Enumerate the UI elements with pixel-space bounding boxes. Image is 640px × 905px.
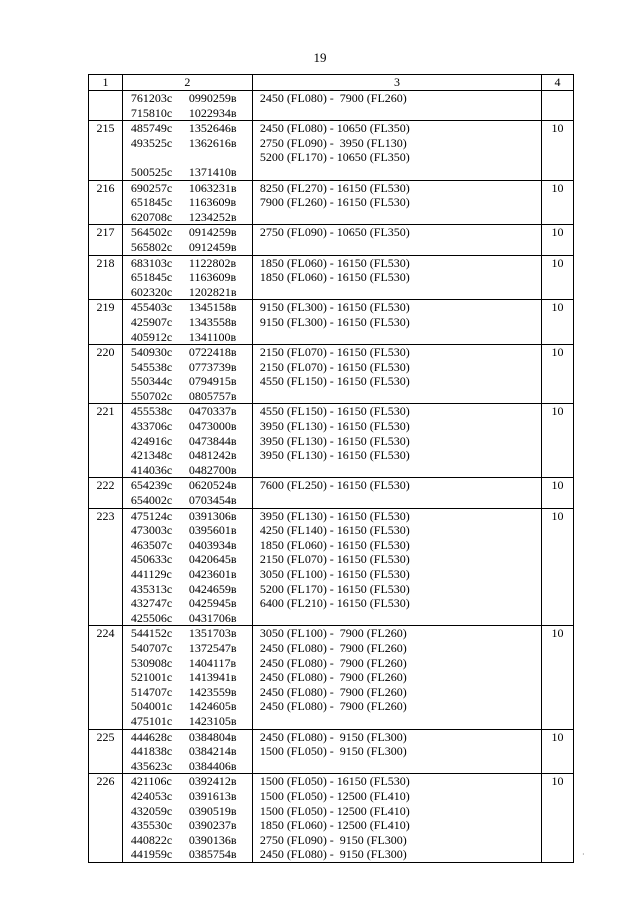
coordinates-cell [122, 91, 252, 121]
longitude: 0481242в [188, 448, 237, 463]
latitude: 530908c [130, 655, 173, 670]
longitude: 0423601в [188, 567, 237, 581]
zone-number: 226 [89, 774, 123, 863]
latitude: 550344c [130, 374, 173, 389]
column-header-3: 3 [252, 75, 541, 91]
zone-number: 219 [89, 300, 123, 345]
column-header-2: 2 [122, 75, 252, 91]
latitude: 504001c [130, 699, 173, 714]
altitude-range: 1850 (FL060) - 16150 (FL530) [259, 537, 410, 552]
coordinate-pair [131, 523, 252, 538]
coordinate-pair [131, 285, 252, 300]
longitude: 0403934в [188, 537, 237, 552]
coordinate-pair [131, 670, 252, 685]
altitude-range: 1500 (FL050) - 12500 (FL410) [259, 803, 410, 818]
altitude-range: 1500 (FL050) - 16150 (FL530) [259, 774, 410, 789]
latitude: 424916c [130, 433, 173, 448]
coordinate-pair [131, 699, 252, 714]
coordinate-pair [131, 478, 252, 493]
altitude-range-cell [252, 404, 541, 478]
latitude: 421348c [130, 448, 173, 463]
coordinate-pair [131, 210, 252, 225]
longitude: 0990259в [188, 91, 237, 105]
table-row [89, 729, 574, 774]
latitude: 651845c [130, 195, 173, 210]
coordinate-pair [131, 240, 252, 255]
altitude-range-cell [252, 478, 541, 508]
latitude: 540707c [130, 640, 173, 655]
altitude-range: 8250 (FL270) - 16150 (FL530) [259, 180, 410, 195]
longitude: 1424605в [188, 699, 237, 714]
category: 10 [542, 255, 574, 300]
coordinate-pair [131, 552, 252, 567]
coordinates-cell [122, 225, 252, 255]
altitude-range: 3950 (FL130) - 16150 (FL530) [259, 448, 410, 463]
longitude: 1351703в [188, 626, 237, 641]
zone-number: 223 [89, 508, 123, 626]
coordinate-pair [131, 656, 252, 671]
altitude-range: 2450 (FL080) - 7900 (FL260) [259, 684, 407, 699]
latitude: 620708c [130, 209, 173, 224]
altitude-range: 2450 (FL080) - 7900 (FL260) [259, 699, 407, 714]
altitude-range-cell [252, 255, 541, 300]
latitude: 654002c [130, 493, 173, 508]
altitude-range: 9150 (FL300) - 16150 (FL530) [259, 314, 410, 329]
latitude: 432059c [130, 803, 173, 818]
latitude: 544152c [130, 626, 173, 641]
longitude: 1343558в [188, 314, 237, 329]
longitude: 1413941в [188, 670, 237, 685]
latitude: 435313c [130, 581, 173, 596]
coordinate-pair [131, 847, 252, 862]
column-header-4: 4 [542, 75, 574, 91]
coordinate-pair [131, 538, 252, 553]
altitude-range: 1850 (FL060) - 16150 (FL530) [259, 255, 410, 270]
altitude-range: 1500 (FL050) - 9150 (FL300) [259, 744, 407, 759]
coordinate-pair [131, 256, 252, 271]
coordinate-pair [131, 121, 252, 136]
coordinate-pair [131, 165, 252, 180]
longitude: 0390519в [188, 803, 237, 818]
altitude-range: 2450 (FL080) - 7900 (FL260) [259, 91, 407, 105]
coordinates-cell [122, 508, 252, 626]
longitude: 1022934в [188, 105, 237, 120]
longitude: 0473000в [188, 419, 237, 434]
longitude: 0384406в [188, 758, 237, 773]
coordinate-pair [131, 509, 252, 524]
coordinates-cell [122, 626, 252, 729]
coordinate-pair [131, 360, 252, 375]
longitude: 1341100в [188, 329, 237, 344]
longitude: 1063231в [188, 180, 237, 195]
airspace-table [88, 74, 574, 863]
latitude: 651845c [130, 270, 173, 285]
zone-number: 221 [89, 404, 123, 478]
zone-number: 218 [89, 255, 123, 300]
altitude-range: 2450 (FL080) - 7900 (FL260) [259, 655, 407, 670]
latitude: 514707c [130, 684, 173, 699]
zone-number: 216 [89, 180, 123, 225]
altitude-range: 1850 (FL060) - 16150 (FL530) [259, 270, 410, 285]
latitude: 550702c [130, 388, 173, 403]
altitude-range: 4250 (FL140) - 16150 (FL530) [259, 523, 410, 538]
category: 10 [542, 345, 574, 404]
longitude: 0390136в [188, 832, 237, 847]
latitude [131, 150, 189, 165]
altitude-range: 2450 (FL080) - 7900 (FL260) [259, 670, 407, 685]
altitude-range: 6400 (FL210) - 16150 (FL530) [259, 596, 410, 611]
longitude: 0431706в [188, 610, 237, 625]
coordinate-pair [131, 389, 252, 404]
category: 10 [542, 225, 574, 255]
scan-mark: · [582, 850, 585, 859]
altitude-range: 2150 (FL070) - 16150 (FL530) [259, 345, 410, 360]
longitude: 0424659в [188, 581, 237, 596]
longitude: 1404117в [188, 655, 237, 670]
coordinate-pair [131, 195, 252, 210]
longitude: 0470337в [188, 404, 237, 419]
longitude: 0395601в [188, 523, 237, 538]
longitude: 0420645в [188, 552, 237, 567]
latitude: 485749c [130, 121, 173, 136]
latitude: 455538c [130, 404, 173, 419]
table-row [89, 255, 574, 300]
table-row [89, 180, 574, 225]
coordinate-pair [131, 106, 252, 121]
zone-number: 217 [89, 225, 123, 255]
coordinate-pair [131, 567, 252, 582]
category: 10 [542, 508, 574, 626]
longitude: 1423105в [188, 713, 237, 728]
coordinate-pair [131, 150, 252, 165]
zone-number: 225 [89, 729, 123, 774]
coordinates-cell [122, 180, 252, 225]
latitude: 690257c [130, 180, 173, 195]
zone-number: 220 [89, 345, 123, 404]
category: 10 [542, 478, 574, 508]
altitude-range: 1850 (FL060) - 12500 (FL410) [259, 818, 410, 833]
table-row [89, 225, 574, 255]
latitude: 435623c [130, 758, 173, 773]
altitude-range: 2450 (FL080) - 7900 (FL260) [259, 640, 407, 655]
altitude-range-cell [252, 300, 541, 345]
latitude: 424053c [130, 788, 173, 803]
coordinate-pair [131, 404, 252, 419]
latitude: 463507c [130, 537, 173, 552]
table-row [89, 478, 574, 508]
latitude: 545538c [130, 359, 173, 374]
category: 10 [542, 729, 574, 774]
longitude: 0912459в [188, 239, 237, 254]
coordinate-pair [131, 181, 252, 196]
altitude-range: 2450 (FL080) - 10650 (FL350) [259, 121, 410, 136]
latitude: 425506c [130, 610, 173, 625]
latitude: 421106c [130, 774, 172, 789]
coordinate-pair [131, 374, 252, 389]
altitude-range: 7600 (FL250) - 16150 (FL530) [259, 478, 410, 493]
altitude-range: 3050 (FL100) - 16150 (FL530) [259, 567, 410, 581]
longitude: 0794915в [188, 374, 237, 389]
altitude-range: 2750 (FL090) - 9150 (FL300) [259, 832, 407, 847]
longitude: 1352646в [188, 121, 237, 136]
coordinate-pair [131, 759, 252, 774]
latitude: 441959c [130, 847, 173, 862]
latitude: 602320c [130, 284, 173, 299]
coordinate-pair [131, 419, 252, 434]
latitude: 540930c [130, 345, 173, 360]
coordinate-pair [131, 582, 252, 597]
latitude: 565802c [130, 239, 173, 254]
longitude: 0391613в [188, 788, 237, 803]
altitude-range-cell [252, 225, 541, 255]
altitude-range: 3950 (FL130) - 16150 (FL530) [259, 433, 410, 448]
altitude-range: 5200 (FL170) - 10650 (FL350) [259, 150, 410, 165]
latitude: 444628c [130, 729, 173, 744]
category: 10 [542, 626, 574, 729]
coordinate-pair [131, 345, 252, 360]
longitude: 0391306в [188, 508, 237, 523]
table-row [89, 404, 574, 478]
table-row [89, 121, 574, 180]
longitude: 1122802в [188, 255, 237, 270]
longitude: 0482700в [188, 462, 237, 477]
altitude-range: 7900 (FL260) - 16150 (FL530) [259, 195, 410, 210]
altitude-range-cell [252, 626, 541, 729]
latitude: 405912c [130, 329, 173, 344]
coordinate-pair [131, 493, 252, 508]
coordinate-pair [131, 91, 252, 106]
coordinates-cell [122, 345, 252, 404]
altitude-range: 2450 (FL080) - 9150 (FL300) [259, 847, 407, 862]
coordinates-cell [122, 478, 252, 508]
category: 10 [542, 121, 574, 180]
longitude: 0384804в [188, 729, 237, 744]
latitude: 715810c [130, 105, 173, 120]
longitude: 0390237в [188, 818, 237, 833]
table-header-row [89, 75, 574, 91]
altitude-range-cell [252, 774, 541, 863]
longitude: 1362616в [188, 135, 237, 150]
longitude: 1371410в [188, 164, 237, 179]
latitude: 450633c [130, 552, 173, 567]
longitude: 0805757в [188, 388, 237, 403]
coordinate-pair [131, 463, 252, 478]
latitude: 455403c [130, 300, 173, 315]
latitude: 425907c [130, 314, 173, 329]
altitude-range: 4550 (FL150) - 16150 (FL530) [259, 374, 410, 389]
coordinate-pair [131, 136, 252, 151]
latitude: 493525c [130, 135, 173, 150]
coordinate-pair [131, 611, 252, 626]
altitude-range: 2750 (FL090) - 3950 (FL130) [259, 135, 407, 150]
altitude-range: 2150 (FL070) - 16150 (FL530) [259, 552, 410, 567]
longitude: 0384214в [188, 744, 237, 759]
latitude: 654239c [130, 478, 173, 493]
coordinate-pair [131, 596, 252, 611]
category: 10 [542, 404, 574, 478]
longitude: 1202821в [188, 284, 237, 299]
latitude: 521001c [130, 670, 173, 685]
latitude: 433706c [130, 419, 173, 434]
coordinate-pair [131, 434, 252, 449]
altitude-range: 5200 (FL170) - 16150 (FL530) [259, 581, 410, 596]
latitude: 683103c [130, 255, 173, 270]
zone-number [89, 91, 123, 121]
coordinate-pair [131, 833, 252, 848]
latitude: 432747c [130, 596, 173, 611]
altitude-range: 2450 (FL080) - 9150 (FL300) [259, 729, 407, 744]
coordinate-pair [131, 626, 252, 641]
altitude-range-cell [252, 345, 541, 404]
coordinate-pair [131, 685, 252, 700]
longitude: 1345158в [188, 300, 237, 315]
table-row [89, 508, 574, 626]
altitude-range-cell [252, 508, 541, 626]
coordinates-cell [122, 255, 252, 300]
latitude: 440822c [130, 832, 173, 847]
coordinate-pair [131, 804, 252, 819]
table-row [89, 345, 574, 404]
longitude: 0703454в [188, 493, 237, 508]
coordinates-cell [122, 774, 252, 863]
coordinate-pair [131, 225, 252, 240]
coordinate-pair [131, 744, 252, 759]
altitude-range: 1500 (FL050) - 12500 (FL410) [259, 788, 410, 803]
zone-number: 222 [89, 478, 123, 508]
altitude-range: 3950 (FL130) - 16150 (FL530) [259, 508, 410, 523]
longitude: 0620524в [188, 478, 237, 493]
coordinates-cell [122, 121, 252, 180]
latitude: 475124c [130, 508, 173, 523]
latitude: 441129c [130, 567, 172, 581]
longitude: 0385754в [188, 847, 237, 862]
category: 10 [542, 774, 574, 863]
latitude: 473003c [130, 523, 173, 538]
page-number: 19 [313, 50, 327, 65]
longitude: 0425945в [188, 596, 237, 611]
category [542, 91, 574, 121]
coordinate-pair [131, 270, 252, 285]
category: 10 [542, 300, 574, 345]
longitude: 1234252в [188, 209, 237, 224]
altitude-range: 2150 (FL070) - 16150 (FL530) [259, 359, 410, 374]
table-row [89, 774, 574, 863]
coordinates-cell [122, 404, 252, 478]
zone-number: 224 [89, 626, 123, 729]
longitude: 1372547в [188, 640, 237, 655]
longitude: 0473844в [188, 433, 237, 448]
table-row [89, 300, 574, 345]
column-header-1: 1 [89, 75, 123, 91]
table-row [89, 626, 574, 729]
altitude-range: 9150 (FL300) - 16150 (FL530) [259, 300, 410, 315]
altitude-range-cell [252, 180, 541, 225]
longitude: 0914259в [188, 225, 237, 240]
longitude: 0392412в [188, 774, 237, 789]
altitude-range-cell [252, 121, 541, 180]
table-row [89, 91, 574, 121]
coordinate-pair [131, 818, 252, 833]
altitude-range: 3950 (FL130) - 16150 (FL530) [259, 419, 410, 434]
coordinate-pair [131, 300, 252, 315]
altitude-range: 4550 (FL150) - 16150 (FL530) [259, 404, 410, 419]
latitude: 761203c [130, 91, 173, 105]
coordinates-cell [122, 300, 252, 345]
table-body [89, 91, 574, 863]
latitude: 475101c [130, 713, 173, 728]
coordinate-pair [131, 641, 252, 656]
coordinates-cell [122, 729, 252, 774]
latitude: 435530c [130, 818, 173, 833]
coordinate-pair [131, 789, 252, 804]
latitude: 414036c [130, 462, 173, 477]
latitude: 500525c [130, 164, 173, 179]
longitude: 1163609в [188, 195, 237, 210]
longitude: 0773739в [188, 359, 237, 374]
coordinate-pair [131, 730, 252, 745]
coordinate-pair [131, 774, 252, 789]
category: 10 [542, 180, 574, 225]
altitude-range: 3050 (FL100) - 7900 (FL260) [259, 626, 407, 641]
coordinate-pair [131, 315, 252, 330]
coordinate-pair [131, 448, 252, 463]
coordinate-pair [131, 714, 252, 729]
longitude: 0722418в [188, 345, 237, 360]
longitude: 1163609в [188, 270, 237, 285]
coordinate-pair [131, 330, 252, 345]
longitude: 1423559в [188, 684, 237, 699]
altitude-range-cell [252, 91, 541, 121]
zone-number: 215 [89, 121, 123, 180]
altitude-range: 2750 (FL090) - 10650 (FL350) [259, 225, 410, 240]
latitude: 564502c [130, 225, 173, 240]
altitude-range-cell [252, 729, 541, 774]
latitude: 441838c [130, 744, 173, 759]
